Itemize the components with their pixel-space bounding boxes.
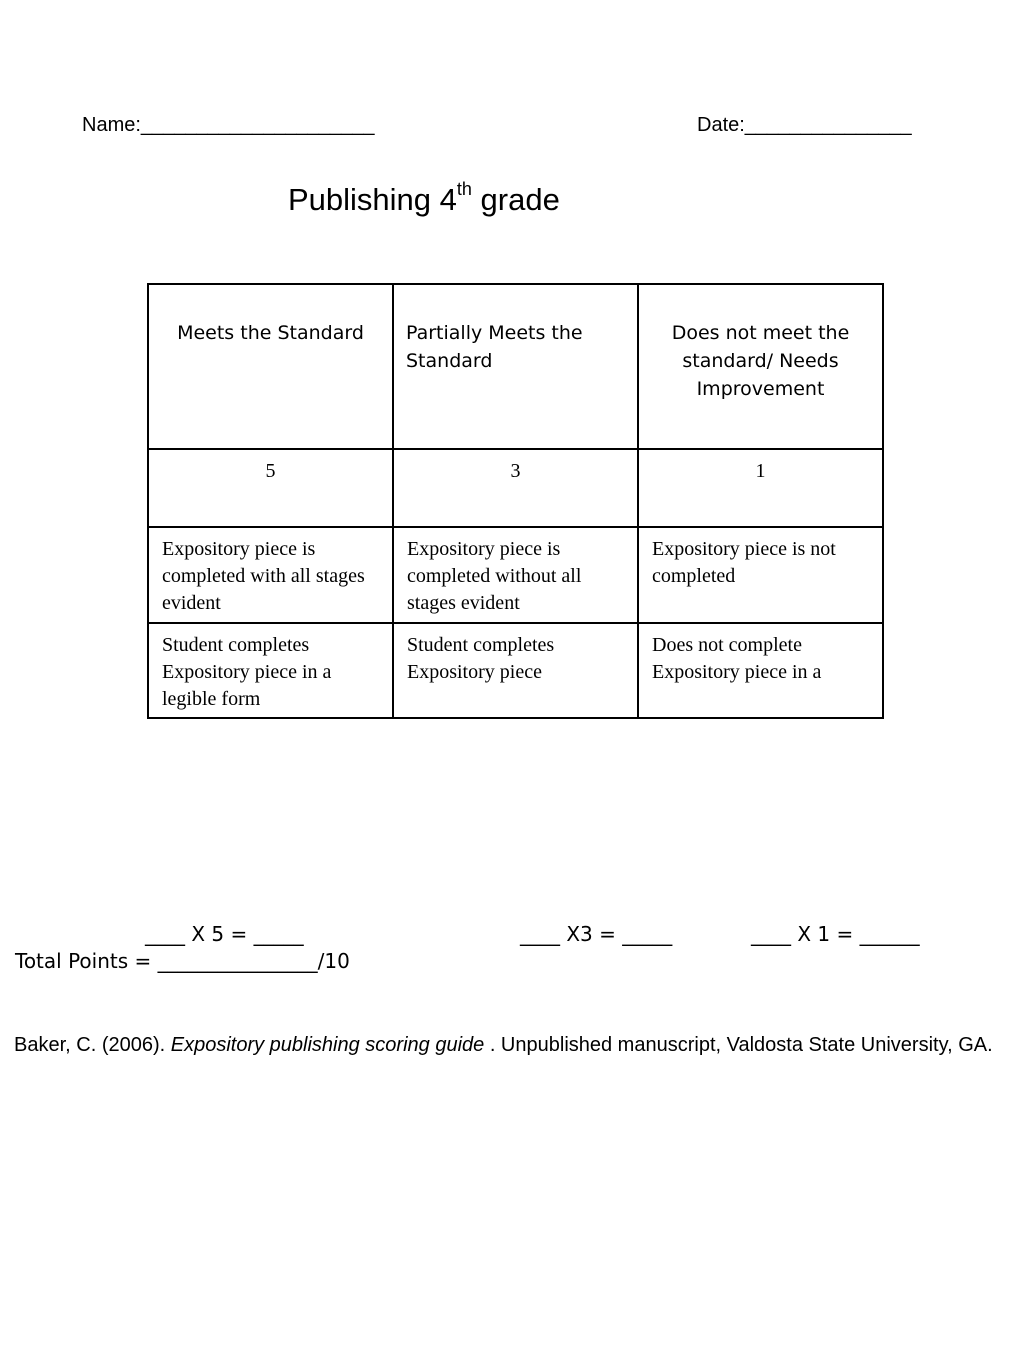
citation-rest: . Unpublished manuscript, Valdosta State University, GA.	[484, 1034, 993, 1056]
citation-author-year: Baker, C. (2006).	[14, 1034, 171, 1056]
header-label-not-met: Does not meet the standard/ Needs Improvement	[671, 322, 850, 400]
name-field-line: Name:_____________________	[82, 114, 375, 136]
score-cell-partial	[393, 449, 638, 527]
criteria-text: Student completes Expository piece	[407, 634, 555, 683]
title-main: Publishing 4	[288, 182, 457, 217]
header-cell-meets	[148, 284, 393, 449]
score-calc-partial: ____ X3 = _____	[520, 922, 673, 946]
score-value: 5	[265, 460, 276, 482]
table-row	[148, 527, 883, 623]
criteria-cell	[393, 623, 638, 718]
score-value: 3	[510, 460, 521, 482]
criteria-cell	[638, 527, 883, 623]
header-label-meets: Meets the Standard	[177, 322, 364, 344]
criteria-text: Student completes Expository piece in a legible form	[162, 634, 332, 710]
criteria-cell	[638, 623, 883, 718]
date-field-line: Date:_______________	[697, 114, 912, 136]
rubric-table	[147, 283, 884, 719]
header-label-partial: Partially Meets the Standard	[406, 322, 583, 372]
criteria-text: Does not complete Expository piece in a	[652, 634, 822, 683]
table-score-row	[148, 449, 883, 527]
score-cell-meets	[148, 449, 393, 527]
score-calc-meets: ____ X 5 = _____	[145, 922, 304, 946]
page-title	[288, 178, 560, 218]
citation	[14, 1031, 1004, 1059]
total-points-line: Total Points = ________________/10	[15, 949, 350, 973]
criteria-text: Expository piece is completed without all stages evident	[407, 538, 582, 614]
score-calc-not-met: ____ X 1 = ______	[751, 922, 920, 946]
score-value: 1	[755, 460, 766, 482]
criteria-text: Expository piece is completed with all stages evident	[162, 538, 365, 614]
criteria-cell	[148, 623, 393, 718]
score-cell-not-met	[638, 449, 883, 527]
criteria-text: Expository piece is not completed	[652, 538, 836, 587]
header-cell-not-met	[638, 284, 883, 449]
table-row	[148, 623, 883, 718]
criteria-cell	[393, 527, 638, 623]
title-suffix: grade	[471, 182, 560, 217]
table-header-row	[148, 284, 883, 449]
citation-title: Expository publishing scoring guide	[170, 1034, 485, 1056]
scoring-calculation-line	[0, 922, 1024, 952]
header-cell-partial	[393, 284, 638, 449]
title-superscript: th	[456, 178, 472, 199]
criteria-cell	[148, 527, 393, 623]
